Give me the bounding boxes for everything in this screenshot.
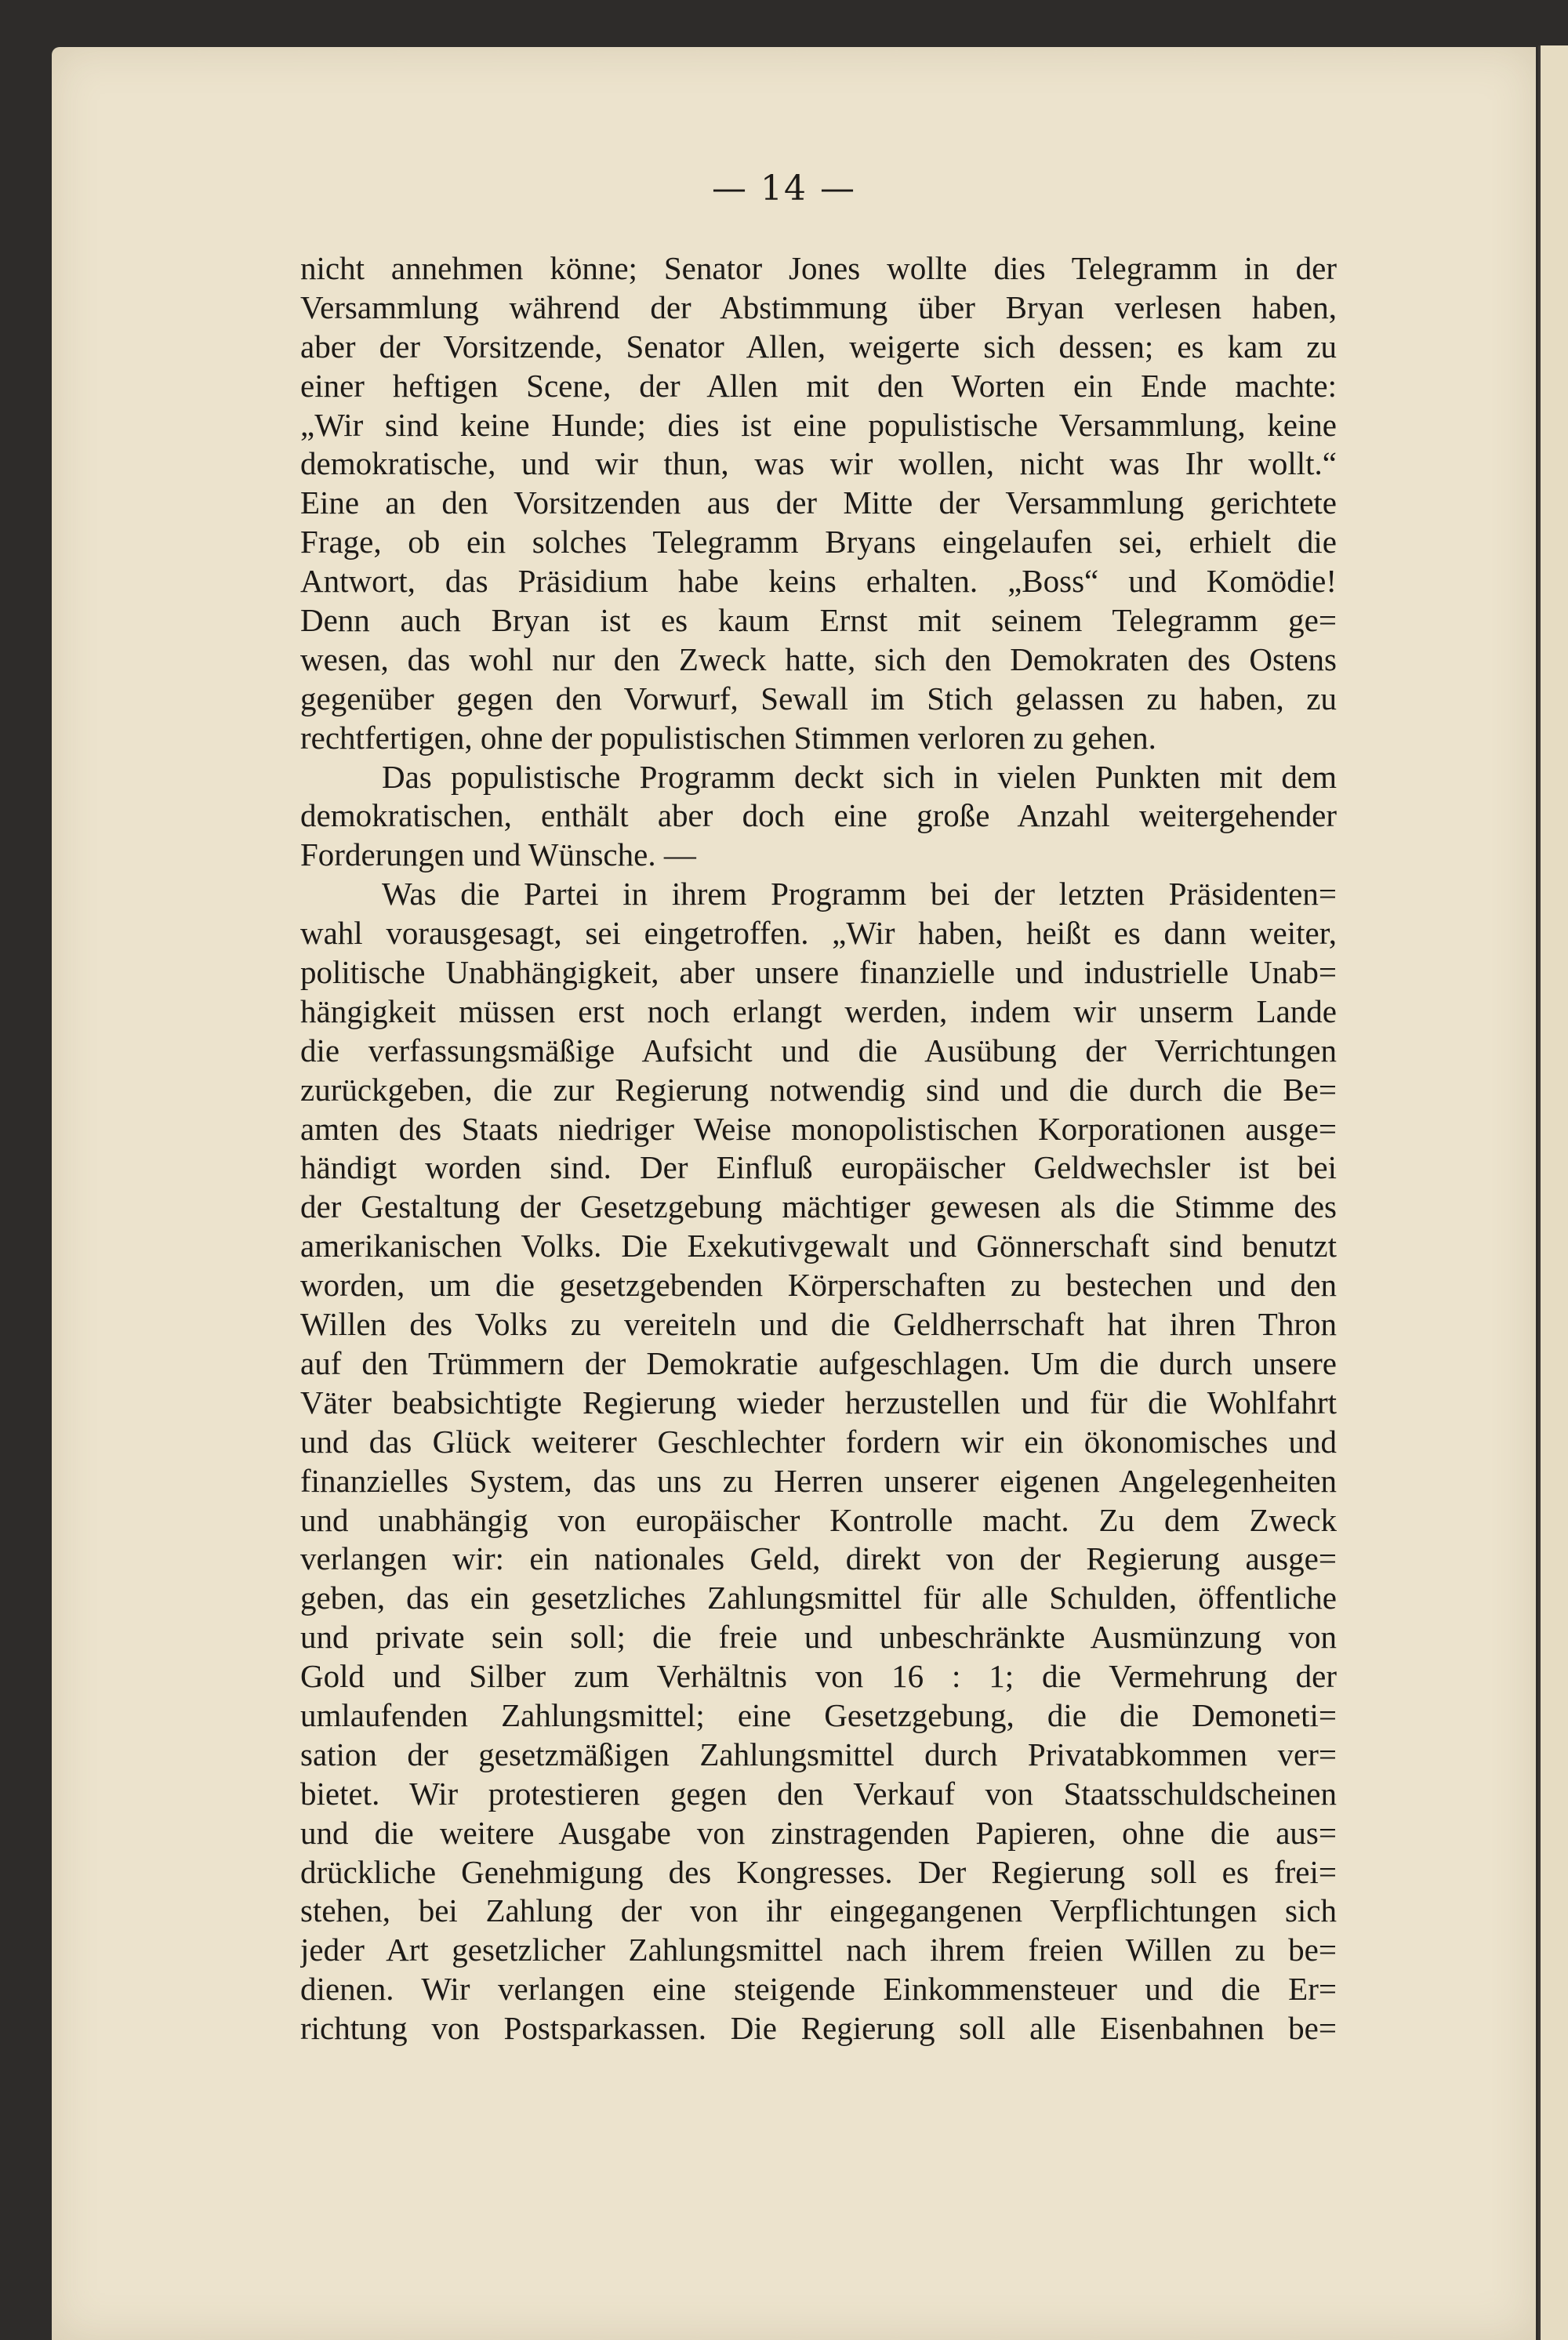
text-line: umlaufenden Zahlungsmittel; eine Gesetzgebung, die die Demoneti= xyxy=(300,1696,1337,1733)
text-line: nicht annehmen könne; Senator Jones wollte dies Telegramm in der xyxy=(300,250,1337,286)
text-line: „Wir sind keine Hunde; dies ist eine populistische Versammlung, keine xyxy=(300,406,1337,443)
text-line: sation der gesetzmäßigen Zahlungsmittel durch Privatabkommen ver= xyxy=(300,1736,1337,1772)
text-line: demokratische, und wir thun, was wir wollen, nicht was Ihr wollt.“ xyxy=(300,445,1337,482)
text-line: händigt worden sind. Der Einfluß europäischer Geldwechsler ist bei xyxy=(300,1149,1337,1186)
text-line: zurückgeben, die zur Regierung notwendig sind und die durch die Be= xyxy=(300,1071,1337,1108)
text-line: geben, das ein gesetzliches Zahlungsmittel für alle Schulden, öffentliche xyxy=(300,1580,1337,1616)
text-line: finanzielles System, das uns zu Herren unserer eigenen Angelegenheiten xyxy=(300,1462,1337,1499)
text-line: Gold und Silber zum Verhältnis von 16 : 1; die Vermehrung der xyxy=(300,1658,1337,1695)
text-line: gegenüber gegen den Vorwurf, Sewall im Stich gelassen zu haben, zu xyxy=(300,680,1337,717)
text-line: Was die Partei in ihrem Programm bei der letzten Präsidenten= xyxy=(382,876,1337,912)
text-line: Das populistische Programm deckt sich in vielen Punkten mit dem xyxy=(382,758,1337,795)
text-line: dienen. Wir verlangen eine steigende Einkommensteuer und die Er= xyxy=(300,1971,1337,2008)
text-line: stehen, bei Zahlung der von ihr eingegangenen Verpflichtungen sich xyxy=(300,1892,1337,1929)
text-line: und die weitere Ausgabe von zinstragenden Papieren, ohne die aus= xyxy=(300,1814,1337,1851)
text-line: demokratischen, enthält aber doch eine große Anzahl weitergehender xyxy=(300,797,1337,834)
text-line: und private sein soll; die freie und unbeschränkte Ausmünzung von xyxy=(300,1619,1337,1656)
text-line: politische Unabhängigkeit, aber unsere finanzielle und industrielle Unab= xyxy=(300,954,1337,991)
text-line: Versammlung während der Abstimmung über Bryan verlesen haben, xyxy=(300,288,1337,325)
text-line: amten des Staats niedriger Weise monopolistischen Korporationen ausge= xyxy=(300,1110,1337,1147)
text-line: Frage, ob ein solches Telegramm Bryans eingelaufen sei, erhielt die xyxy=(300,524,1337,561)
text-line: Denn auch Bryan ist es kaum Ernst mit seinem Telegramm ge= xyxy=(300,602,1337,639)
text-line: aber der Vorsitzende, Senator Allen, weigerte sich dessen; es kam zu xyxy=(300,328,1337,365)
text-line: Forderungen und Wünsche. — xyxy=(300,836,696,873)
text-line: Antwort, das Präsidium habe keins erhalten. „Boss“ und Komödie! xyxy=(300,563,1337,600)
text-line: hängigkeit müssen erst noch erlangt werden, indem wir unserm Lande xyxy=(300,992,1337,1029)
body-text xyxy=(300,249,1337,2048)
text-line: Eine an den Vorsitzenden aus der Mitte der Versammlung gerichtete xyxy=(300,484,1337,521)
text-line: bietet. Wir protestieren gegen den Verkauf von Staatsschuldscheinen xyxy=(300,1775,1337,1812)
text-line: und das Glück weiterer Geschlechter fordern wir ein ökonomisches und xyxy=(300,1423,1337,1460)
text-line: worden, um die gesetzgebenden Körperschaften zu bestechen und den xyxy=(300,1267,1337,1304)
text-line: richtung von Postsparkassen. Die Regierung soll alle Eisenbahnen be= xyxy=(300,2010,1337,2047)
text-line: und unabhängig von europäischer Kontrolle macht. Zu dem Zweck xyxy=(300,1501,1337,1538)
text-line: auf den Trümmern der Demokratie aufgeschlagen. Um die durch unsere xyxy=(300,1344,1337,1381)
page-number: — 14 — xyxy=(712,169,856,209)
text-line: wahl vorausgesagt, sei eingetroffen. „Wir haben, heißt es dann weiter, xyxy=(300,915,1337,952)
text-line: einer heftigen Scene, der Allen mit den Worten ein Ende machte: xyxy=(300,367,1337,404)
text-line: drückliche Genehmigung des Kongresses. Der Regierung soll es frei= xyxy=(300,1853,1337,1890)
text-line: rechtfertigen, ohne der populistischen Stimmen verloren zu gehen. xyxy=(300,719,1156,756)
adjacent-page-edge xyxy=(1538,45,1568,2340)
text-line: amerikanischen Volks. Die Exekutivgewalt und Gönnerschaft sind benutzt xyxy=(300,1228,1337,1264)
text-line: die verfassungsmäßige Aufsicht und die Ausübung der Verrichtungen xyxy=(300,1032,1337,1068)
text-line: Willen des Volks zu vereiteln und die Geldherrschaft hat ihren Thron xyxy=(300,1306,1337,1343)
text-line: Väter beabsichtigte Regierung wieder herzustellen und für die Wohlfahrt xyxy=(300,1384,1337,1420)
text-line: wesen, das wohl nur den Zweck hatte, sich den Demokraten des Ostens xyxy=(300,640,1337,677)
text-line: verlangen wir: ein nationales Geld, direkt von der Regierung ausge= xyxy=(300,1540,1337,1577)
text-line: der Gestaltung der Gesetzgebung mächtiger gewesen als die Stimme des xyxy=(300,1188,1337,1225)
text-line: jeder Art gesetzlicher Zahlungsmittel nach ihrem freien Willen zu be= xyxy=(300,1932,1337,1968)
